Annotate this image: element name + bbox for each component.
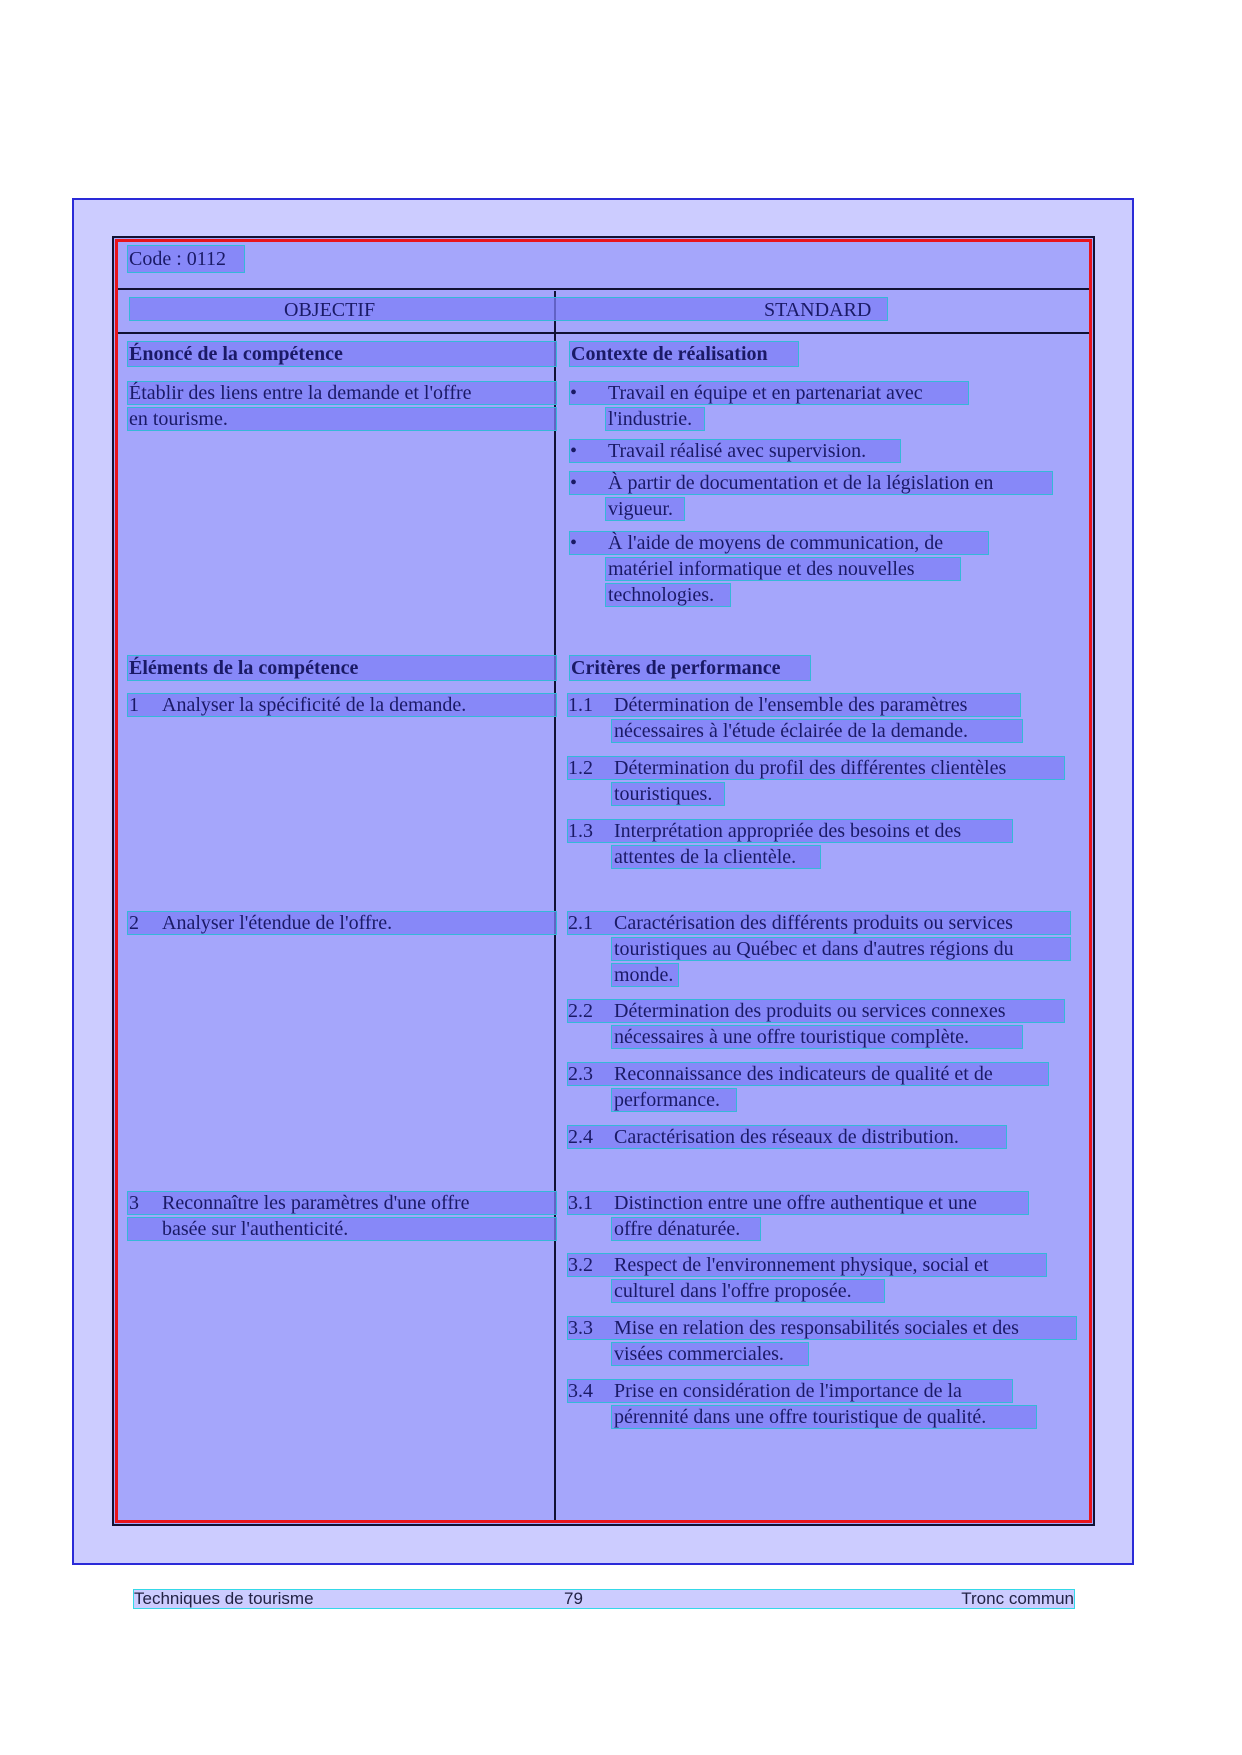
enonce-line: Établir des liens entre la demande et l'offre <box>129 382 472 404</box>
critere-line: touristiques. <box>614 783 713 805</box>
critere-number: 3.4 <box>568 1380 593 1402</box>
critere-line: nécessaires à l'étude éclairée de la demande. <box>614 720 968 742</box>
critere-line: attentes de la clientèle. <box>614 846 797 868</box>
critere-number: 2.2 <box>568 1000 593 1022</box>
code-label: Code : 0112 <box>129 248 227 270</box>
criteres-title: Critères de performance <box>571 657 781 679</box>
critere-number: 3.3 <box>568 1317 593 1339</box>
critere-line: monde. <box>614 964 674 986</box>
bullet-icon: • <box>570 532 578 554</box>
critere-number: 3.2 <box>568 1254 593 1276</box>
element-line: Analyser la spécificité de la demande. <box>162 694 467 716</box>
contexte-line: vigueur. <box>608 498 673 520</box>
critere-line: Détermination de l'ensemble des paramètres <box>614 694 968 716</box>
critere-line: nécessaires à une offre touristique complète. <box>614 1026 970 1048</box>
critere-line: Caractérisation des réseaux de distribution. <box>614 1126 959 1148</box>
enonce-title: Énoncé de la compétence <box>129 343 343 365</box>
critere-line: Prise en considération de l'importance de la <box>614 1380 962 1402</box>
header-objectif: OBJECTIF <box>284 299 376 321</box>
contexte-title: Contexte de réalisation <box>571 343 768 365</box>
critere-line: Distinction entre une offre authentique et une <box>614 1192 977 1214</box>
contexte-line: Travail en équipe et en partenariat avec <box>608 382 923 404</box>
footer-section: Tronc commun <box>961 1589 1074 1608</box>
bullet-icon: • <box>570 472 578 494</box>
header-standard: STANDARD <box>764 299 872 321</box>
critere-line: Caractérisation des différents produits ou services <box>614 912 1013 934</box>
bullet-icon: • <box>570 382 578 404</box>
contexte-line: À partir de documentation et de la législation en <box>608 472 994 494</box>
critere-line: touristiques au Québec et dans d'autres régions du <box>614 938 1014 960</box>
critere-line: Reconnaissance des indicateurs de qualité et de <box>614 1063 993 1085</box>
footer-program: Techniques de tourisme <box>134 1589 314 1608</box>
enonce-line: en tourisme. <box>129 408 228 430</box>
critere-number: 1.3 <box>568 820 593 842</box>
critere-number: 2.1 <box>568 912 593 934</box>
element-line: Analyser l'étendue de l'offre. <box>162 912 393 934</box>
critere-line: Mise en relation des responsabilités sociales et des <box>614 1317 1019 1339</box>
critere-line: Interprétation appropriée des besoins et des <box>614 820 962 842</box>
contexte-line: Travail réalisé avec supervision. <box>608 440 867 462</box>
code-row-divider <box>115 288 1090 290</box>
contexte-line: matériel informatique et des nouvelles <box>608 558 915 580</box>
bullet-icon: • <box>570 440 578 462</box>
element-line: Reconnaître les paramètres d'une offre <box>162 1192 470 1214</box>
critere-line: Respect de l'environnement physique, social et <box>614 1254 989 1276</box>
elements-title: Éléments de la compétence <box>129 657 359 679</box>
critere-line: offre dénaturée. <box>614 1218 741 1240</box>
critere-line: performance. <box>614 1089 721 1111</box>
column-divider <box>554 291 556 1523</box>
critere-line: visées commerciales. <box>614 1343 784 1365</box>
critere-number: 1.1 <box>568 694 593 716</box>
critere-number: 3.1 <box>568 1192 593 1214</box>
header-row-divider <box>115 332 1090 334</box>
critere-line: Détermination des produits ou services connexes <box>614 1000 1006 1022</box>
element-number: 1 <box>129 694 139 716</box>
footer-page-number: 79 <box>564 1589 583 1608</box>
page-footer <box>134 1590 1074 1608</box>
contexte-line: À l'aide de moyens de communication, de <box>608 532 944 554</box>
critere-number: 1.2 <box>568 757 593 779</box>
critere-number: 2.3 <box>568 1063 593 1085</box>
critere-line: pérennité dans une offre touristique de qualité. <box>614 1406 987 1428</box>
element-number: 3 <box>129 1192 139 1214</box>
critere-number: 2.4 <box>568 1126 593 1148</box>
critere-line: Détermination du profil des différentes clientèles <box>614 757 1007 779</box>
element-line: basée sur l'authenticité. <box>162 1218 349 1240</box>
element-number: 2 <box>129 912 139 934</box>
contexte-line: technologies. <box>608 584 715 606</box>
critere-line: culturel dans l'offre proposée. <box>614 1280 852 1302</box>
contexte-line: l'industrie. <box>608 408 693 430</box>
